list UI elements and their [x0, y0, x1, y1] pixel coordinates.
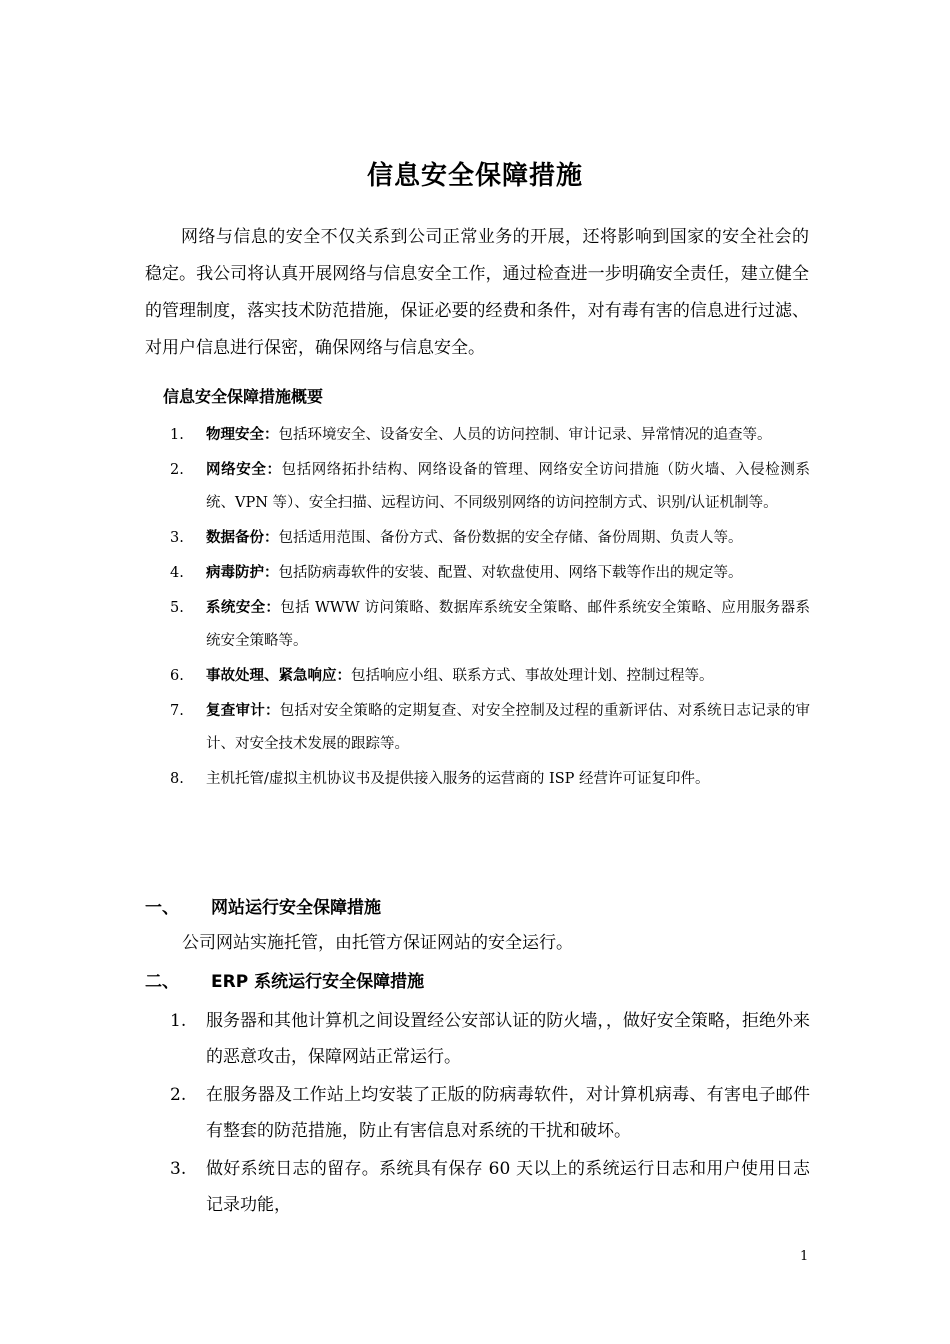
- list-number: 4.: [170, 565, 184, 581]
- list-item: [170, 454, 810, 520]
- list-item: [170, 557, 810, 590]
- item-text: 包括对安全策略的定期复查、对安全控制及过程的重新评估、对系统日志记录的审计、对安全技术发展的跟踪等。: [206, 703, 810, 752]
- item-label: 网络安全：: [206, 462, 282, 478]
- list-item: [170, 522, 810, 555]
- list-number: 8.: [170, 771, 184, 787]
- page-number: 1: [800, 1249, 809, 1264]
- item-text: 包括防病毒软件的安装、配置、对软盘使用、网络下载等作出的规定等。: [278, 565, 743, 581]
- section-paragraph: 公司网站实施托管，由托管方保证网站的安全运行。: [182, 933, 573, 953]
- erp-list: [170, 1003, 810, 1225]
- item-text: 做好系统日志的留存。系统具有保存 60 天以上的系统运行日志和用户使用日志记录功能，: [206, 1159, 810, 1215]
- item-label: 数据备份：: [206, 530, 279, 546]
- summary-list: [170, 419, 810, 798]
- item-text: 包括环境安全、设备安全、人员的访问控制、审计记录、异常情况的追查等。: [278, 427, 772, 443]
- item-label: 物理安全：: [206, 427, 279, 443]
- section-heading-website: [145, 893, 381, 918]
- list-number: 2.: [170, 1085, 187, 1105]
- item-text: 包括响应小组、联系方式、事故处理计划、控制过程等。: [351, 668, 714, 684]
- list-number: 5.: [170, 600, 184, 616]
- summary-heading: 信息安全保障措施概要: [163, 387, 324, 406]
- item-text: 包括适用范围、备份方式、备份数据的安全存储、备份周期、负责人等。: [278, 530, 743, 546]
- item-text: 包括网络拓扑结构、网络设备的管理、网络安全访问措施（防火墙、入侵检测系统、VPN 等）、安全扫描、远程访问、不同级别网络的访问控制方式、识别/认证机制等。: [206, 462, 810, 511]
- list-item: [170, 592, 810, 658]
- item-label: 系统安全：: [206, 600, 281, 616]
- list-item: [170, 1077, 810, 1149]
- list-number: 7.: [170, 703, 184, 719]
- list-item: [170, 1003, 810, 1075]
- list-item: [170, 763, 810, 796]
- list-item: [170, 660, 810, 693]
- list-number: 3.: [170, 1159, 187, 1179]
- list-item: [170, 1151, 810, 1223]
- section-number: 一、: [145, 898, 179, 918]
- document-title: 信息安全保障措施: [366, 161, 583, 191]
- section-number: 二、: [145, 972, 179, 992]
- list-number: 1.: [170, 1011, 187, 1031]
- item-text: 服务器和其他计算机之间设置经公安部认证的防火墙，，做好安全策略，拒绝外来的恶意攻击，保障网站正常运行。: [206, 1011, 810, 1067]
- item-text: 主机托管/虚拟主机协议书及提供接入服务的运营商的 ISP 经营许可证复印件。: [206, 771, 710, 787]
- list-item: [170, 695, 810, 761]
- item-label: 病毒防护：: [206, 565, 279, 581]
- list-number: 3.: [170, 530, 184, 546]
- item-text: 包括 WWW 访问策略、数据库系统安全策略、邮件系统安全策略、应用服务器系统安全策略等。: [206, 600, 811, 649]
- item-label: 复查审计：: [206, 703, 280, 719]
- list-item: [170, 419, 810, 452]
- list-number: 2.: [170, 462, 184, 478]
- item-text: 在服务器及工作站上均安装了正版的防病毒软件，对计算机病毒、有害电子邮件有整套的防范措施，防止有害信息对系统的干扰和破坏。: [206, 1085, 810, 1141]
- item-label: 事故处理、紧急响应：: [206, 668, 351, 684]
- section-heading-erp: [145, 967, 424, 992]
- section-title: ERP 系统运行安全保障措施: [211, 972, 425, 992]
- intro-paragraph: 网络与信息的安全不仅关系到公司正常业务的开展，还将影响到国家的安全社会的稳定。我公司将认真开展网络与信息安全工作，通过检查进一步明确安全责任，建立健全的管理制度，落实技术防范措施，保证必要的经费和条件，对有毒有害的信息进行过滤、对用户信息进行保密，确保网络与信息安全。: [145, 227, 809, 358]
- list-number: 1.: [170, 427, 184, 443]
- list-number: 6.: [170, 668, 184, 684]
- section-title: 网站运行安全保障措施: [211, 898, 381, 918]
